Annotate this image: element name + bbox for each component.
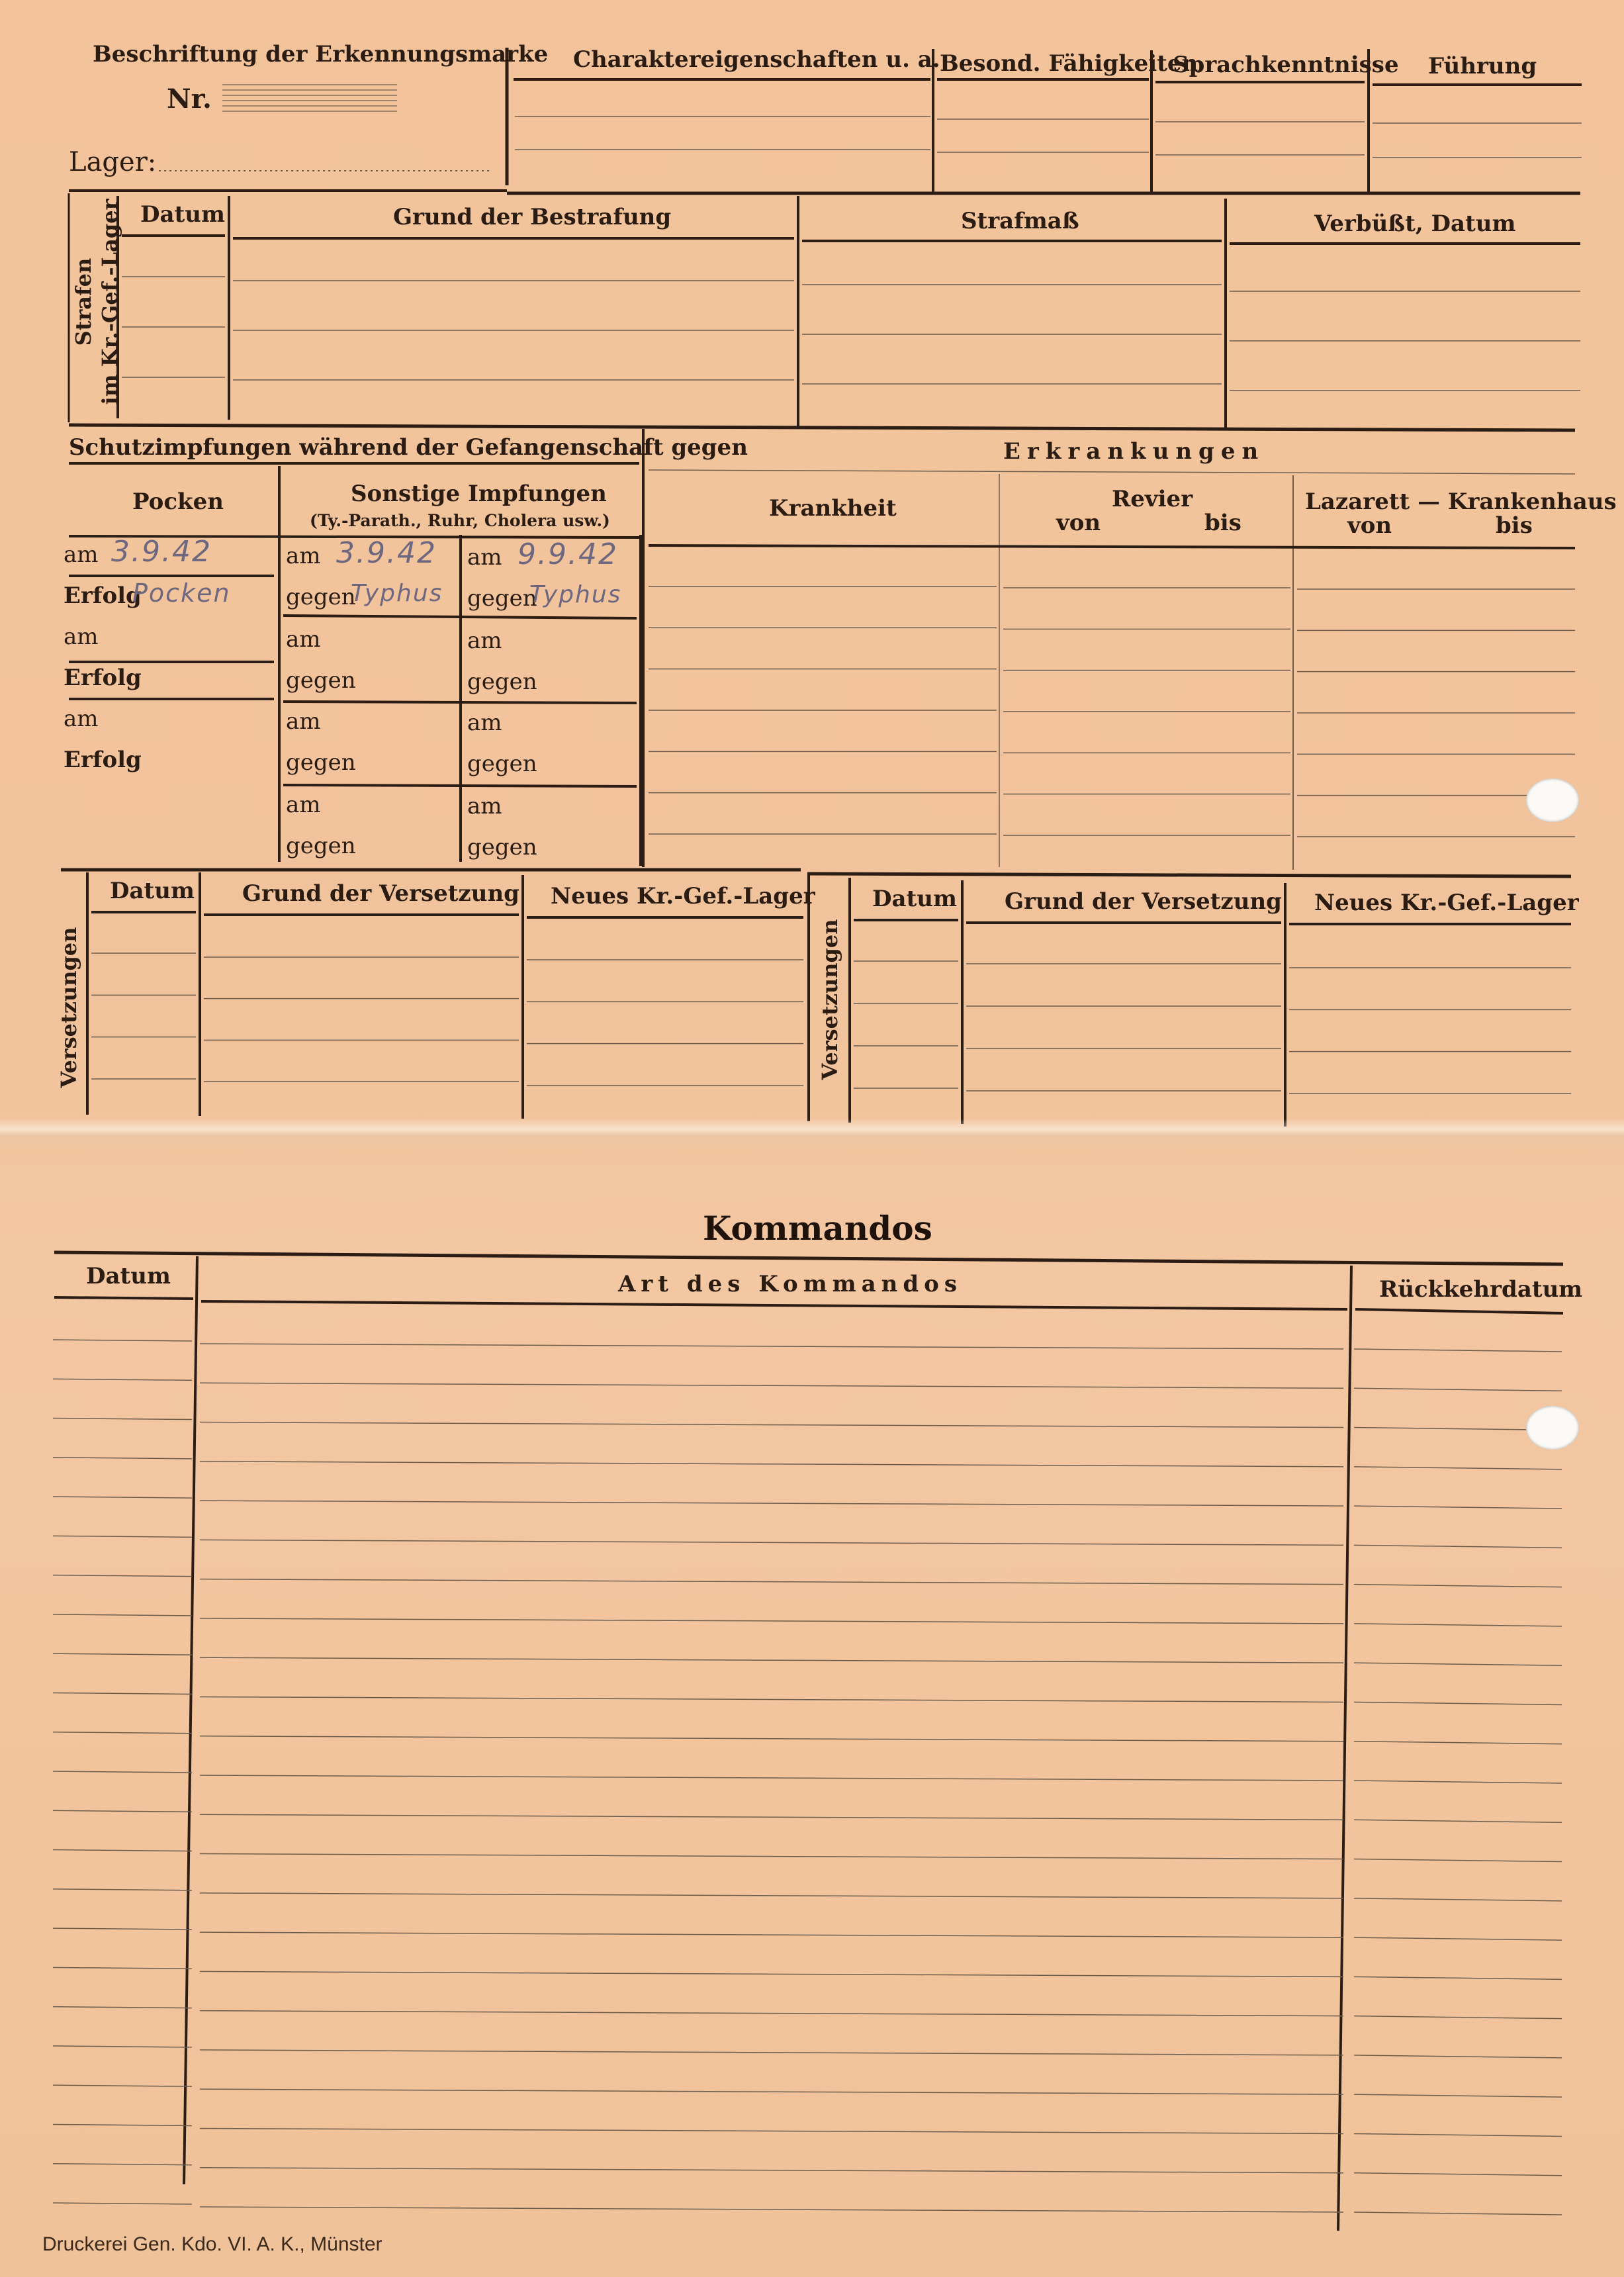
other1-gegen-3: gegen xyxy=(286,749,356,776)
row-line xyxy=(1354,2212,1562,2215)
vaccinations-title: Schutzimpfungen während der Gefangenschaft gegen xyxy=(69,434,748,461)
other2-gegen-2: gegen xyxy=(467,669,537,695)
row-line xyxy=(1354,1937,1562,1940)
transfers-left-col-reason: Grund der Versetzung xyxy=(242,880,519,907)
commands-col-date: Datum xyxy=(86,1263,171,1289)
row-line xyxy=(1354,1545,1562,1548)
row-line xyxy=(53,2203,192,2204)
row-line xyxy=(53,2085,192,2086)
row-line xyxy=(53,1732,192,1734)
row-line xyxy=(200,1462,1343,1467)
row-line xyxy=(53,1536,192,1537)
section-rule xyxy=(807,874,1571,876)
illness-header-rule xyxy=(649,545,1575,548)
transfers-right-col-reason: Grund der Versetzung xyxy=(1005,888,1282,915)
pox-am-3: am xyxy=(64,706,99,732)
row-line xyxy=(53,1418,192,1420)
camp-label: Lager: xyxy=(69,147,157,177)
other1-gegen-4: gegen xyxy=(286,833,356,859)
pox-label: Pocken xyxy=(132,488,224,515)
row-line xyxy=(1354,1742,1562,1744)
other-vaccines-sub: (Ty.-Parath., Ruhr, Cholera usw.) xyxy=(310,511,610,530)
other2-am-2: am xyxy=(467,627,502,654)
other1-am-1: am xyxy=(286,543,321,569)
row-line xyxy=(200,1422,1343,1428)
character-label: Charaktereigenschaften u. a. xyxy=(573,46,940,73)
other2-gegen-3: gegen xyxy=(467,751,537,777)
other2-gegen-4: gegen xyxy=(467,834,537,860)
commands-title: Kommandos xyxy=(703,1209,932,1248)
row-line xyxy=(1354,1976,1562,1979)
other2-date-1: 9.9.42 xyxy=(518,537,618,571)
hospital-to: bis xyxy=(1496,512,1533,539)
other2-against-1: Typhus xyxy=(529,581,622,608)
revier-from: von xyxy=(1056,510,1101,536)
row-line xyxy=(1354,1624,1562,1626)
illnesses-title: Erkrankungen xyxy=(1003,438,1265,465)
illness-col-label: Krankheit xyxy=(769,495,897,522)
other1-gegen-2: gegen xyxy=(286,667,356,694)
hospital-label: Lazarett — Krankenhaus xyxy=(1305,488,1617,515)
other1-am-2: am xyxy=(286,626,321,653)
row-line xyxy=(1354,2094,1562,2097)
row-line xyxy=(200,2207,1343,2212)
row-line xyxy=(200,1579,1343,1585)
row-line xyxy=(1354,1388,1562,1391)
transfers-right-col-camp: Neues Kr.-Gef.-Lager xyxy=(1314,890,1579,916)
row-line xyxy=(283,785,637,786)
row-line xyxy=(200,1971,1343,1976)
row-line xyxy=(1354,2133,1562,2136)
hospital-from: von xyxy=(1347,512,1392,539)
transfers-side-label-left: Versetzungen xyxy=(56,927,81,1088)
section-rule xyxy=(54,1252,1563,1264)
row-line xyxy=(53,1497,192,1498)
pox-result-label-2: Erfolg xyxy=(64,665,142,691)
row-line xyxy=(1354,1467,1562,1469)
row-line xyxy=(1354,2173,1562,2176)
row-line xyxy=(200,1344,1343,1349)
header-underline xyxy=(201,1301,1347,1309)
row-line xyxy=(283,616,637,618)
row-line xyxy=(200,1657,1343,1663)
column-divider xyxy=(1338,1266,1351,2231)
commands-col-type: Art des Kommandos xyxy=(618,1271,962,1297)
other1-date-1: 3.9.42 xyxy=(336,536,437,570)
row-line xyxy=(200,1854,1343,1859)
transfers-left-col-camp: Neues Kr.-Gef.-Lager xyxy=(551,883,815,909)
row-line xyxy=(53,2007,192,2008)
row-line xyxy=(53,1967,192,1969)
header-underline xyxy=(1355,1309,1563,1313)
other-vaccines-label: Sonstige Impfungen xyxy=(351,481,607,507)
row-line xyxy=(200,1932,1343,1937)
row-line xyxy=(200,1736,1343,1742)
other2-gegen-1: gegen xyxy=(467,585,537,612)
skills-label: Besond. Fähigkeiten xyxy=(940,50,1198,77)
punishments-side-label: Strafen im Kr.-Gef.-Lager xyxy=(71,199,122,405)
row-line xyxy=(53,1810,192,1812)
pox-am-2: am xyxy=(64,624,99,650)
pox-result-label-1: Erfolg xyxy=(64,582,142,609)
punch-hole xyxy=(1526,1406,1579,1450)
section-rule xyxy=(69,425,1575,430)
punch-hole xyxy=(1526,778,1579,822)
transfers-right-col-date: Datum xyxy=(872,886,957,912)
row-line xyxy=(53,1653,192,1655)
row-line xyxy=(1354,2016,1562,2019)
header-underline xyxy=(649,470,1575,474)
revier-to: bis xyxy=(1204,510,1241,536)
row-line xyxy=(53,1340,192,1341)
commands-col-return: Rückkehrdatum xyxy=(1379,1276,1583,1303)
row-line xyxy=(1354,1349,1562,1352)
row-line xyxy=(1354,1898,1562,1901)
pox-am-1: am xyxy=(64,541,99,568)
row-line xyxy=(1354,1506,1562,1509)
pox-date-1: 3.9.42 xyxy=(111,535,212,569)
header-underline xyxy=(54,1297,193,1299)
punishments-col-served: Verbüßt, Datum xyxy=(1314,210,1516,237)
row-line xyxy=(53,1614,192,1616)
row-line xyxy=(200,1775,1343,1781)
conduct-label: Führung xyxy=(1428,53,1537,79)
other1-gegen-1: gegen xyxy=(286,584,356,610)
languages-label: Sprachkenntnisse xyxy=(1173,52,1399,78)
row-line xyxy=(200,2168,1343,2173)
row-line xyxy=(283,702,637,703)
row-line xyxy=(1354,1820,1562,1822)
row-line xyxy=(1354,1702,1562,1704)
other2-am-4: am xyxy=(467,793,502,819)
row-line xyxy=(200,1618,1343,1624)
row-line xyxy=(53,2046,192,2047)
row-line xyxy=(200,2011,1343,2016)
other1-am-4: am xyxy=(286,792,321,818)
row-line xyxy=(53,2124,192,2125)
revier-label: Revier xyxy=(1112,486,1193,512)
row-line xyxy=(200,1383,1343,1388)
row-line xyxy=(200,2050,1343,2055)
row-line xyxy=(200,1814,1343,1820)
row-line xyxy=(200,1893,1343,1898)
row-line xyxy=(53,1379,192,1380)
transfers-left-col-date: Datum xyxy=(110,878,195,904)
other2-am-1: am xyxy=(467,544,502,571)
nr-label: Nr. xyxy=(167,83,212,115)
pox-result-label-3: Erfolg xyxy=(64,747,142,773)
punishments-col-reason: Grund der Bestrafung xyxy=(393,204,672,230)
row-line xyxy=(200,1540,1343,1545)
row-line xyxy=(1354,1859,1562,1862)
row-line xyxy=(200,2128,1343,2133)
row-line xyxy=(53,1771,192,1773)
tag-label: Beschriftung der Erkennungsmarke xyxy=(93,41,549,68)
row-line xyxy=(53,1575,192,1577)
fold-crease xyxy=(0,1119,1624,1149)
row-line xyxy=(200,2089,1343,2094)
transfers-side-label-right: Versetzungen xyxy=(817,919,842,1080)
row-line xyxy=(53,1458,192,1459)
other1-am-3: am xyxy=(286,708,321,735)
row-line xyxy=(200,1501,1343,1506)
row-line xyxy=(1354,1585,1562,1587)
printer-imprint: Druckerei Gen. Kdo. VI. A. K., Münster xyxy=(42,2233,383,2255)
column-divider xyxy=(184,1256,197,2184)
pox-result-1: Pocken xyxy=(132,579,231,608)
other1-against-1: Typhus xyxy=(351,580,443,607)
row-line xyxy=(53,2164,192,2165)
row-line xyxy=(1354,1781,1562,1783)
row-line xyxy=(53,1850,192,1851)
row-line xyxy=(53,1693,192,1694)
other2-am-3: am xyxy=(467,710,502,736)
row-line xyxy=(53,1889,192,1890)
punishments-col-penalty: Strafmaß xyxy=(961,208,1079,234)
row-line xyxy=(200,1696,1343,1702)
row-line xyxy=(1354,1663,1562,1665)
punishments-col-date: Datum xyxy=(140,201,225,228)
row-line xyxy=(53,1928,192,1929)
row-line xyxy=(1354,2055,1562,2058)
